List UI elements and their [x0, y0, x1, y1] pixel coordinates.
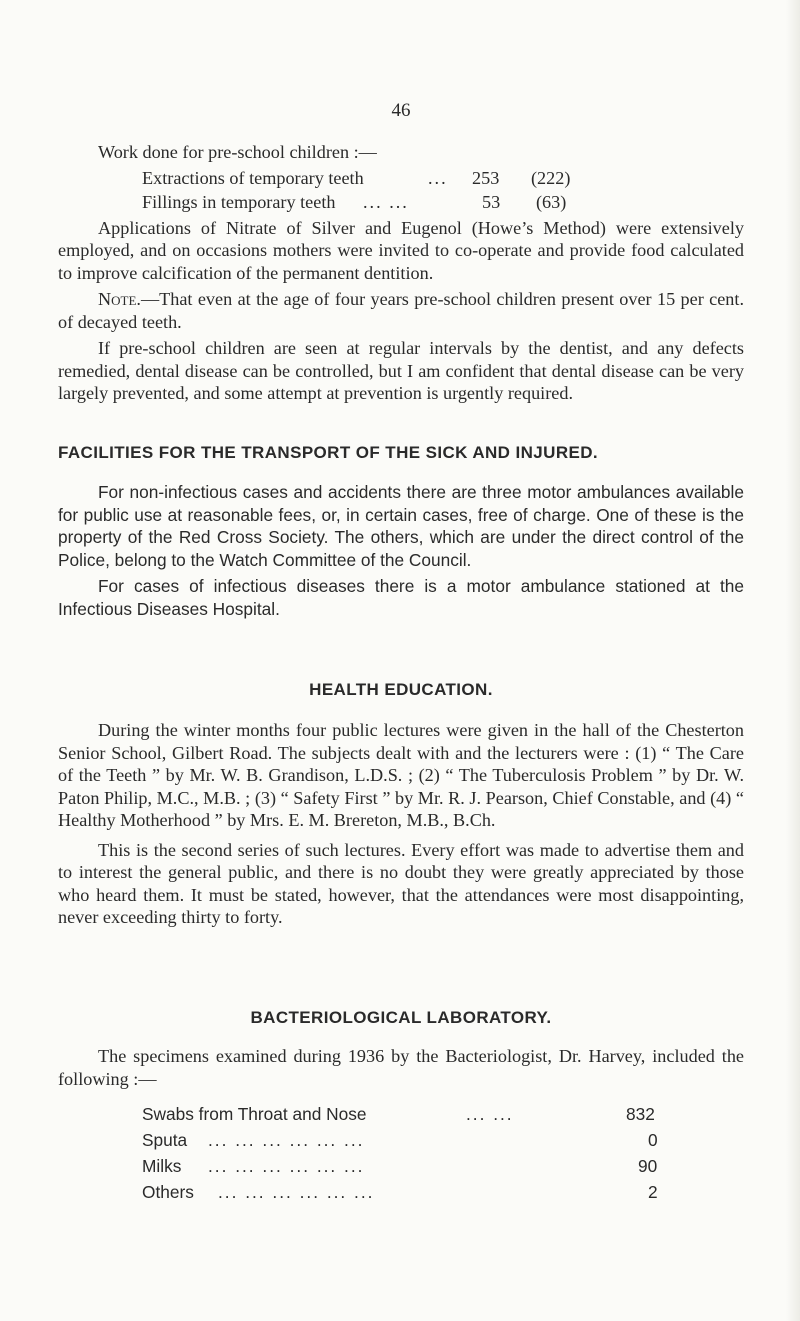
row-label: Fillings in temporary teeth: [142, 191, 336, 212]
row-value: 90: [638, 1156, 658, 1176]
row-leaders: ... ...: [363, 191, 409, 212]
table-row: [58, 1154, 744, 1180]
applications-paragraph: Applications of Nitrate of Silver and Eugenol (Howe’s Method) were extensively employed, and on occasions mothers were invited to co-operate and provide food calculated to improve calcification of the permanent dentition.: [58, 217, 744, 283]
lab-section: [58, 1008, 744, 1206]
table-row: [58, 1102, 744, 1128]
row-previous-value: (63): [536, 191, 567, 212]
health-paragraph-1: During the winter months four public lectures were given in the hall of the Chesterton Senior School, Gilbert Road. The subjects dealt with and the lecturers were : (1) “ The Care of the Teeth ” by Mr. W. B. Grandison, L.D.S. ; (2) “ The Tuberculosis Problem ” by Dr. W. Paton Philip, M.C., M.B. ; (3) “ Safety First ” by Mr. R. J. Pearson, Chief Constable, and (4) “ Healthy Motherhood ” by Mrs. E. M. Brereton, M.B., B.Ch.: [58, 720, 744, 830]
transport-paragraph-1: For non-infectious cases and accidents there are three motor ambulances available for public use at reasonable fees, or, in certain cases, free of charge. One of these is the property of the Red Cross Society. The others, which are under the direct control of the Police, belong to the Watch Committee of the Council.: [58, 482, 744, 570]
row-label: Milks: [142, 1156, 182, 1176]
row-label: Swabs from Throat and Nose: [142, 1104, 367, 1124]
row-value: 53: [482, 191, 501, 212]
row-label: Others: [142, 1182, 194, 1202]
table-row: [58, 1180, 744, 1206]
table-row: [58, 1128, 744, 1154]
lab-heading: BACTERIOLOGICAL LABORATORY.: [250, 1008, 552, 1027]
note-paragraph: [58, 288, 744, 333]
row-label: Extractions of temporary teeth: [142, 167, 364, 188]
row-value: 0: [648, 1130, 658, 1150]
page-edge-shadow: [786, 0, 800, 1321]
transport-paragraph-2: For cases of infectious diseases there is a motor ambulance stationed at the Infectious Diseases Hospital.: [58, 576, 744, 619]
preschool-intro: Work done for pre-school children :—: [98, 142, 377, 162]
row-leaders: ... ... ... ... ... ...: [208, 1130, 365, 1150]
lab-intro: The specimens examined during 1936 by the Bacteriologist, Dr. Harvey, included the following :—: [58, 1046, 744, 1089]
preschool-section: [58, 141, 744, 405]
page-number: 46: [391, 100, 411, 121]
row-leaders: ... ... ... ... ... ...: [218, 1182, 375, 1202]
transport-heading: FACILITIES FOR THE TRANSPORT OF THE SICK AND INJURED.: [58, 443, 599, 462]
table-row: [58, 190, 744, 214]
row-value: 253: [472, 167, 500, 188]
row-value: 832: [626, 1104, 655, 1124]
health-paragraph-2: This is the second series of such lectures. Every effort was made to advertise them and to interest the general public, and there is no doubt they were greatly appreciated by those who heard them. It must be stated, however, that the attendances were most disappointing, never exceeding thirty to forty.: [58, 839, 744, 927]
row-label: Sputa: [142, 1130, 188, 1150]
health-heading: HEALTH EDUCATION.: [309, 680, 493, 699]
note-label: Note: [98, 289, 137, 309]
row-leaders: ... ... ... ... ... ...: [208, 1156, 365, 1176]
row-leaders: ...: [428, 167, 448, 188]
note-text: .—That even at the age of four years pre-school children present over 15 per cent. of decayed teeth.: [58, 289, 744, 332]
row-leaders: ... ...: [466, 1104, 514, 1124]
row-previous-value: (222): [531, 167, 571, 188]
row-value: 2: [648, 1182, 658, 1202]
transport-section: [58, 443, 744, 620]
table-row: [58, 166, 744, 190]
prevention-paragraph: If pre-school children are seen at regular intervals by the dentist, and any defects remedied, dental disease can be controlled, but I am confident that dental disease can be very largely prevented, and some attempt at prevention is urgently required.: [58, 338, 744, 403]
health-section: [58, 680, 744, 929]
